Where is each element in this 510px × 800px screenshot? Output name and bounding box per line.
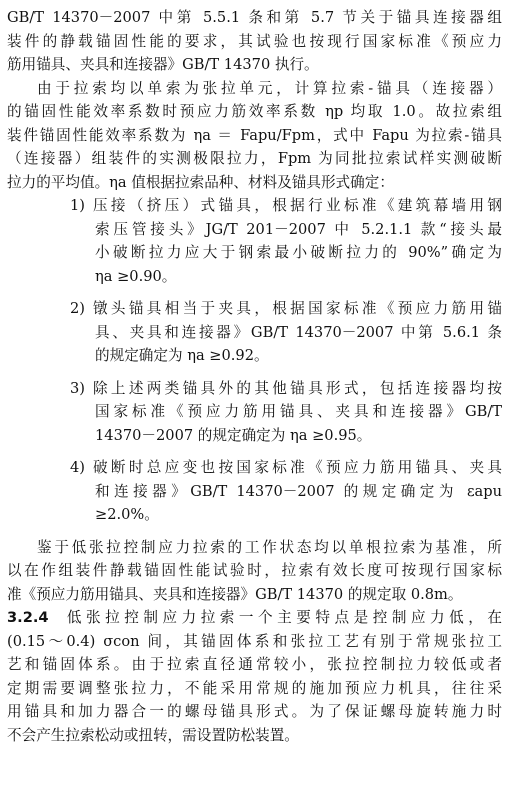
list-item-text: 破断时总应变也按国家标准《预应力筋用锚具、夹具 [92,459,502,476]
text-line: 由于拉索均以单索为张拉单元，计算拉索-锚具（连接器） [37,79,502,97]
list-item-line: ηa ≥0.90。 [95,267,177,285]
text-line: （连接器）组装件的实测极限拉力，Fpm 为同批拉索试样实测破断 [7,150,502,167]
text-line: 用锚具和加力器合一的螺母锚具形式。为了保证螺母旋转施力时 [7,703,502,720]
text-line: 装件锚固性能效率系数为 ηa ＝ Fapu/Fpm，式中 Fapu 为拉索-锚具 [7,126,502,144]
list-item-line [7,456,502,480]
list-item [7,377,502,448]
list-item [7,194,502,288]
list-item-line: 14370－2007 的规定确定为 ηa ≥0.95。 [95,426,372,444]
paragraph-3 [7,536,502,607]
text-line: 不会产生拉索松动或扭转，需设置防松装置。 [7,726,299,744]
text-line: 的锚固性能效率系数时预应力筋效率系数 ηp 均取 1.0。故拉索组 [7,103,502,120]
text-line: 准《预应力筋用锚具、夹具和连接器》GB/T 14370 的规定取 0.8m。 [7,585,463,603]
text-line: GB/T 14370－2007 中第 5.5.1 条和第 5.7 节关于锚具连接器组 [7,9,502,26]
paragraph-1 [7,6,502,77]
list-item-line: ≥2.0%。 [95,506,159,523]
list-item-line: 的规定确定为 ηa ≥0.92。 [95,347,269,364]
list-item-line: 索压管接头》JG/T 201－2007 中 5.2.1.1 款“接头最 [95,220,502,238]
text-line [7,606,502,630]
list-item-line: 具、夹具和连接器》GB/T 14370－2007 中第 5.6.1 条 [95,323,502,341]
text-line: 筋用锚具、夹具和连接器》GB/T 14370 执行。 [7,56,319,73]
section-text: 低张拉控制应力拉索一个主要特点是控制应力低，在 [66,609,502,626]
list-item-line: 小破断拉力应大于钢索最小破断拉力的 90%”确定为 [95,244,502,261]
list-item-number: 4) [70,459,85,476]
text-line: 装件的静载锚固性能的要求，其试验也按现行国家标准《预应力 [7,32,502,50]
section-3-2-4 [7,606,502,747]
list-item-line [7,297,502,321]
list-item-number: 2) [70,300,85,317]
list-item-text: 镦头锚具相当于夹具，根据国家标准《预应力筋用锚 [92,300,502,317]
list-item-text: 压接（挤压）式锚具，根据行业标准《建筑幕墙用钢 [92,197,502,214]
list-item-number: 1) [70,197,85,214]
paragraph-2 [7,77,502,195]
list-item-line: 国家标准《预应力筋用锚具、夹具和连接器》GB/T [95,403,502,420]
list-item-line [7,377,502,401]
list-item-line [7,194,502,218]
list-item [7,456,502,527]
list-item-text: 除上述两类锚具外的其他锚具形式，包括连接器均按 [92,379,502,397]
text-line: 鉴于低张拉控制应力拉索的工作状态均以单根拉索为基准，所 [37,538,502,556]
text-line: 以在作组装件静载锚固性能试验时，拉索有效长度可按现行国家标 [7,562,502,579]
text-line: 定期需要调整张拉力，不能采用常规的施加预应力机具，往往采 [7,679,502,697]
list-item-number: 3) [70,379,85,397]
list-item-line: 和连接器》GB/T 14370－2007 的规定确定为 εapu [95,482,502,500]
text-line: 艺和锚固体系。由于拉索直径通常较小，张拉控制拉力较低或者 [7,656,502,673]
text-line: 拉力的平均值。ηa 值根据拉索品种、材料及锚具形式确定： [7,173,394,191]
list-item [7,297,502,368]
section-number: 3.2.4 [7,609,49,626]
text-line: (0.15～0.4) σcon 间，其锚固体系和张拉工艺有别于常规张拉工 [7,632,502,650]
